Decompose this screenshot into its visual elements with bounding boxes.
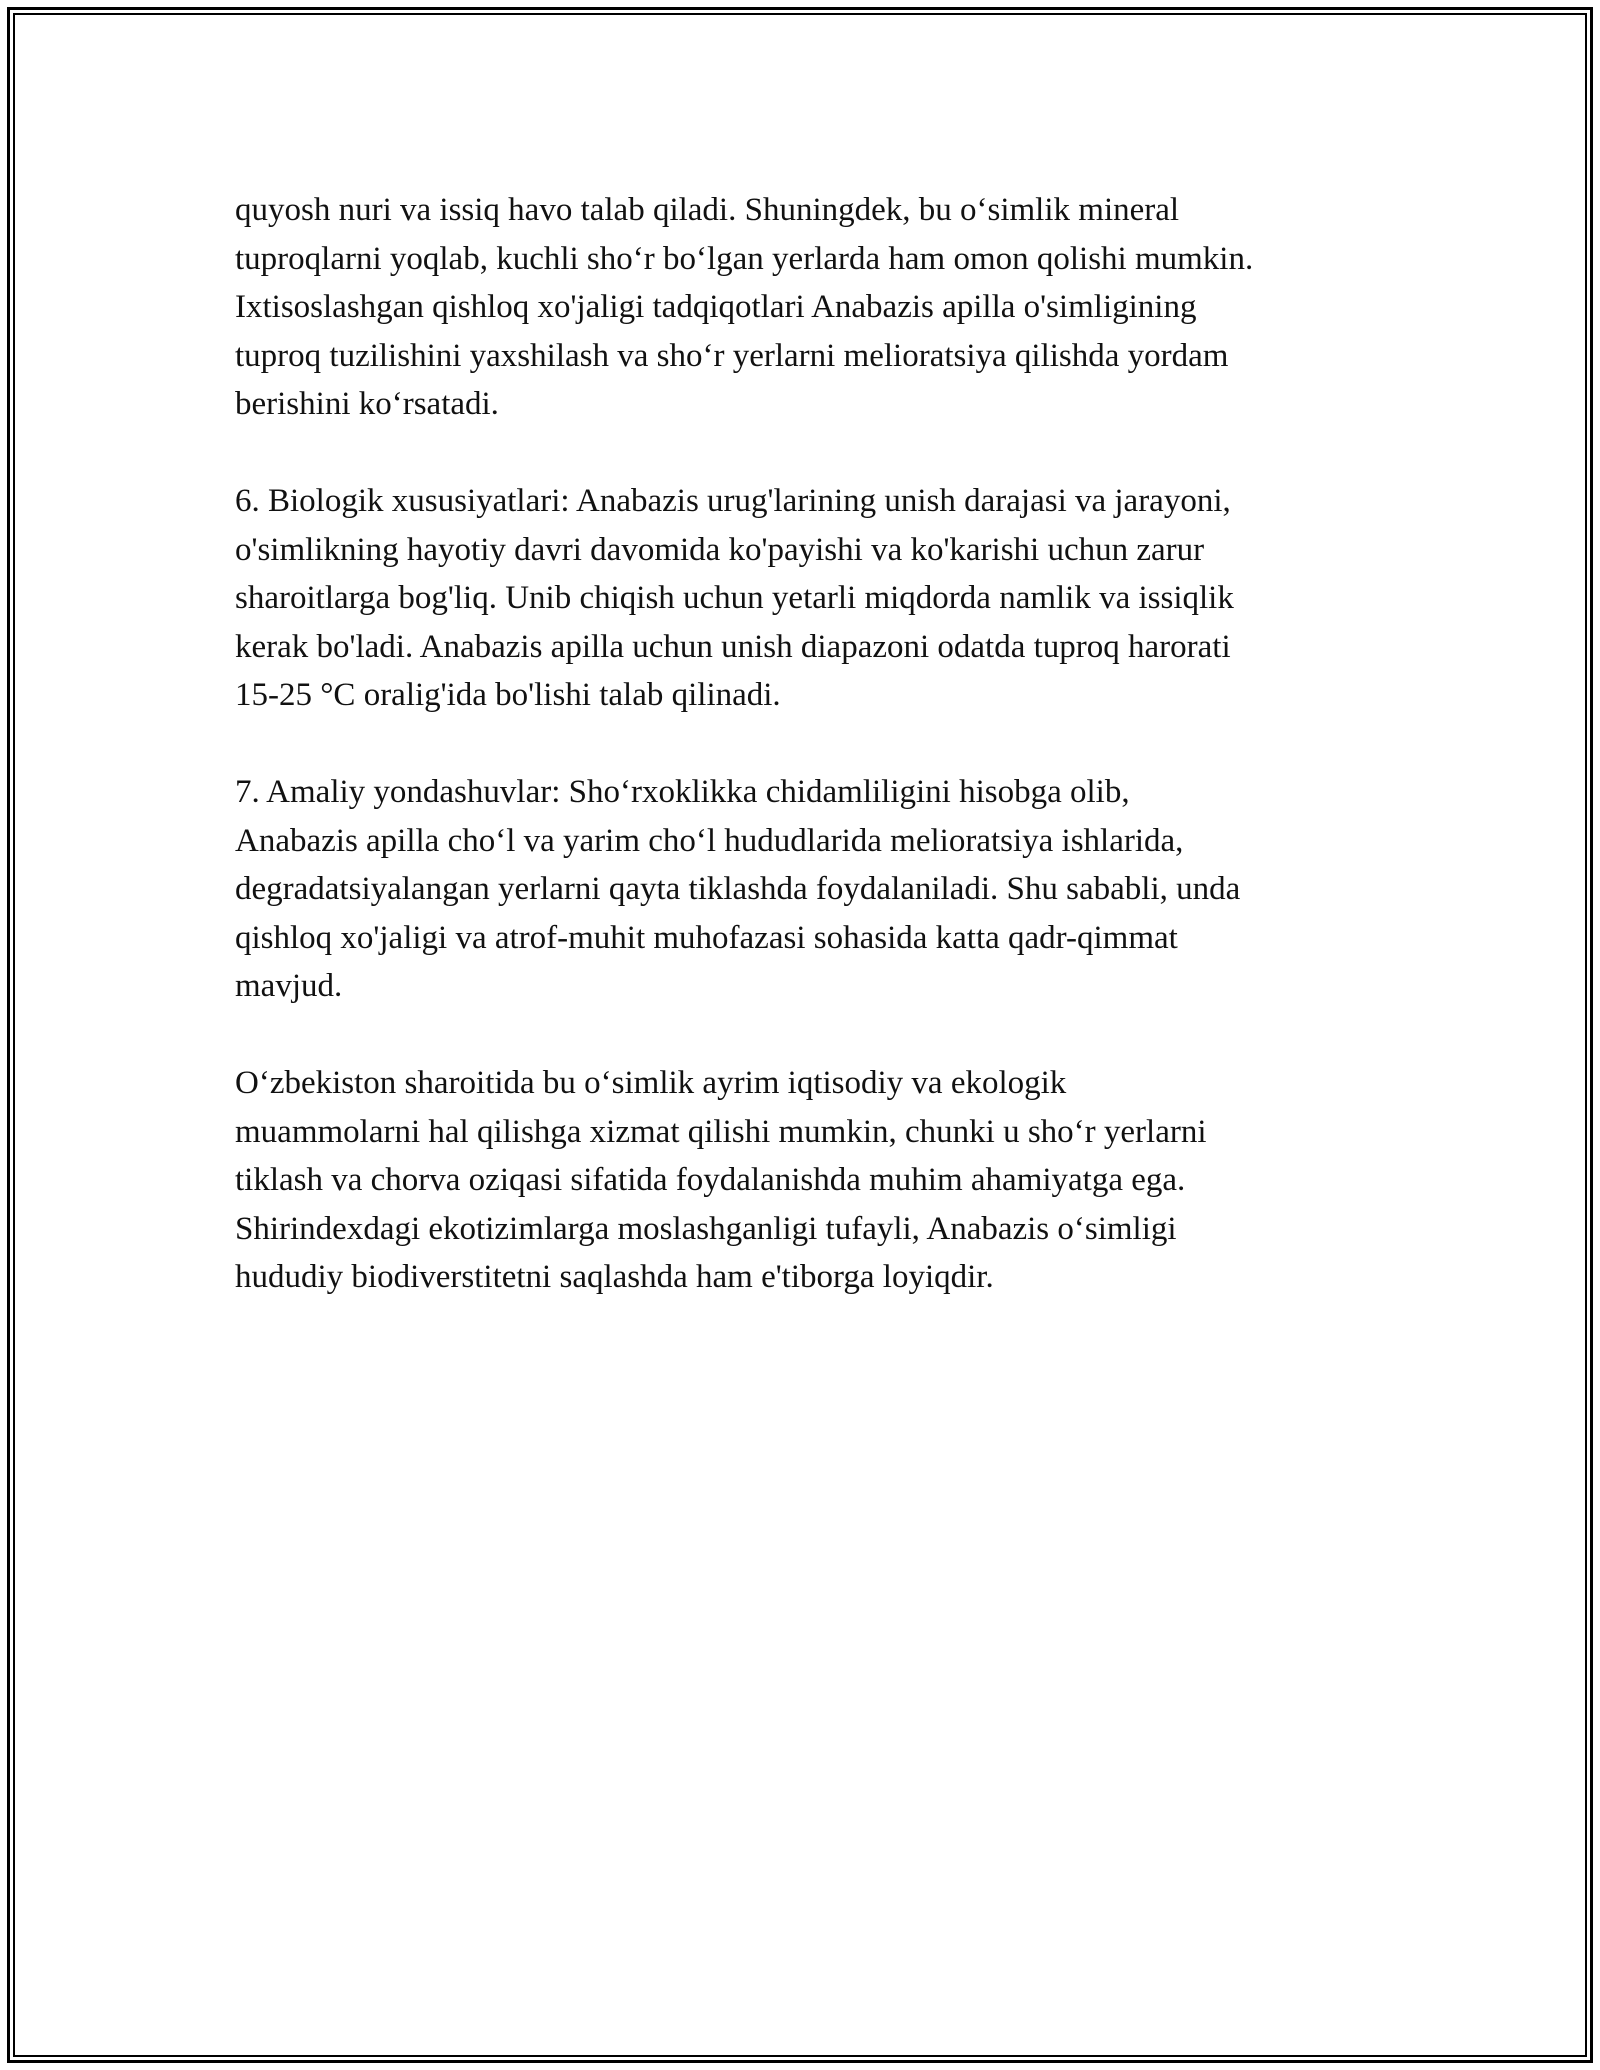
text-line: Anabazis apilla choʻl va yarim choʻl hududlarida melioratsiya ishlarida, — [235, 822, 1184, 859]
text-line: tuproq tuzilishini yaxshilash va shoʻr yerlarni melioratsiya qilishda yordam — [235, 337, 1229, 374]
text-line: quyosh nuri va issiq havo talab qiladi. Shuningdek, bu oʻsimlik mineral — [235, 192, 1180, 228]
paragraph-practical-approaches — [235, 768, 1415, 1011]
text-line: hududiy biodiverstitetni saqlashda ham e'tiborga loyiqdir. — [235, 1259, 994, 1295]
text-line: 15-25 °C oralig'ida bo'lishi talab qilinadi. — [235, 677, 781, 713]
text-line: sharoitlarga bog'liq. Unib chiqish uchun yetarli miqdorda namlik va issiqlik — [235, 580, 1234, 616]
text-line: 7. Amaliy yondashuvlar: Shoʻrxoklikka chidamliligini hisobga olib, — [235, 774, 1130, 810]
document-body — [235, 186, 1415, 1350]
text-line: Oʻzbekiston sharoitida bu oʻsimlik ayrim iqtisodiy va ekologik — [235, 1065, 1067, 1101]
text-line: degradatsiyalangan yerlarni qayta tiklashda foydalaniladi. Shu sababli, unda — [235, 871, 1241, 907]
text-line: muammolarni hal qilishga xizmat qilishi mumkin, chunki u shoʻr yerlarni — [235, 1113, 1207, 1150]
text-line: tiklash va chorva oziqasi sifatida foydalanishda muhim ahamiyatga ega. — [235, 1162, 1186, 1198]
text-line: Shirindexdagi ekotizimlarga moslashganligi tufayli, Anabazis oʻsimligi — [235, 1210, 1177, 1247]
paragraph-biological-properties — [235, 477, 1415, 720]
text-line: tuproqlarni yoqlab, kuchli shoʻr boʻlgan yerlarda ham omon qolishi mumkin. — [235, 240, 1254, 277]
text-line: o'simlikning hayotiy davri davomida ko'payishi va ko'karishi uchun zarur — [235, 531, 1205, 568]
paragraph-uzbekistan-conclusion — [235, 1059, 1415, 1302]
paragraph-intro-continuation — [235, 186, 1415, 429]
text-line: qishloq xo'jaligi va atrof-muhit muhofazasi sohasida katta qadr-qimmat — [235, 919, 1178, 956]
text-line: kerak bo'ladi. Anabazis apilla uchun unish diapazoni odatda tuproq harorati — [235, 628, 1231, 665]
text-line: berishini koʻrsatadi. — [235, 386, 499, 422]
text-line: Ixtisoslashgan qishloq xo'jaligi tadqiqotlari Anabazis apilla o'simligining — [235, 289, 1197, 325]
text-line: mavjud. — [235, 968, 343, 1004]
text-line: 6. Biologik xususiyatlari: Anabazis urug'larining unish darajasi va jarayoni, — [235, 483, 1231, 519]
